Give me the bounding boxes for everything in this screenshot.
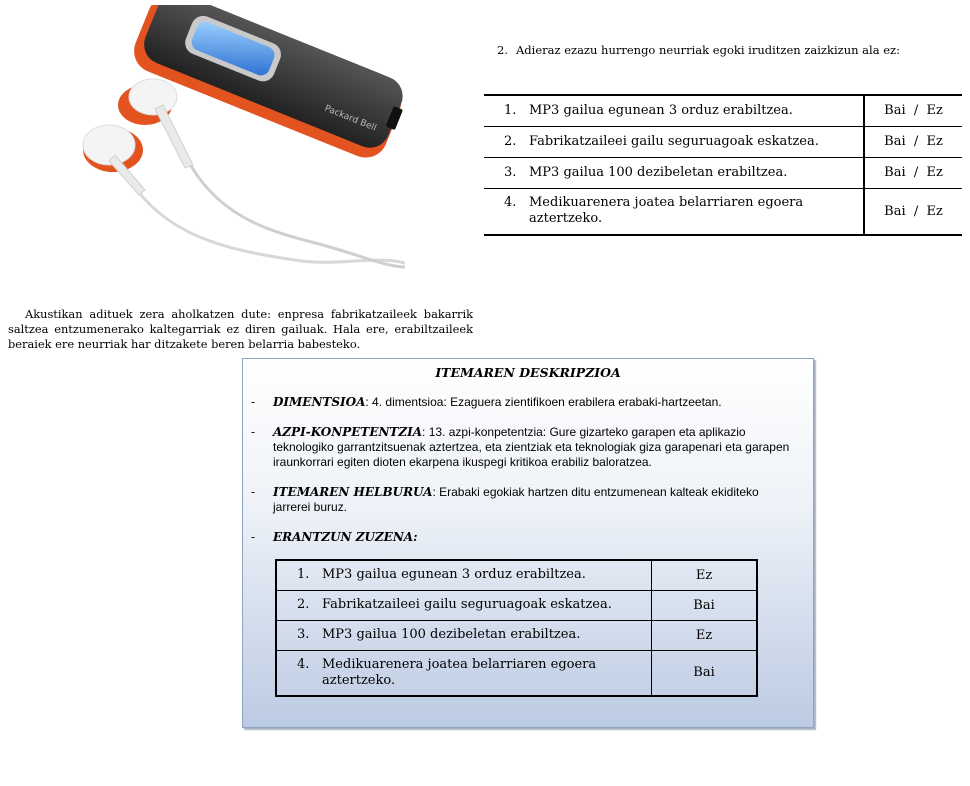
table-row — [484, 95, 962, 126]
answer-value: Bai — [652, 590, 758, 620]
table-row — [276, 620, 757, 650]
item-description-box — [242, 358, 814, 728]
subcompetence-text: : 13. azpi-konpetentzia: Gure gizarteko garapen eta aplikazio teknologiko garrantzitsuenak aztertzea, eta zientziak eta teknologiak giza garapenari eta garapen iraunkorrari egiten dioten ekarpena ikuspegi kritikoa erabiliz baloratzea. — [273, 425, 790, 469]
dimension-label: DIMENTSIOA — [273, 395, 366, 409]
table-row — [484, 126, 962, 157]
dimension-item: - DIMENTSIOA: 4. dimentsioa: Ezaguera zientifikoen erabilera erabaki-hartzeetan. — [251, 395, 722, 409]
row-statement: MP3 gailua egunean 3 orduz erabiltzea. — [529, 102, 793, 118]
answer-value: Ez — [652, 620, 758, 650]
bai-ez-option[interactable]: Bai / Ez — [864, 126, 962, 157]
table-row — [276, 560, 757, 590]
dimension-text: : 4. dimentsioa: Ezaguera zientifikoen erabilera erabaki-hartzeetan. — [365, 395, 722, 409]
question-table — [484, 94, 962, 236]
row-number: 1. — [504, 102, 517, 118]
goal-item: - ITEMAREN HELBURUA: Erabaki egokiak hartzen ditu entzumenean kalteak ekiditeko jarrerei buruz. — [251, 485, 759, 514]
answer-table — [275, 559, 758, 697]
row-number: 3. — [297, 627, 310, 642]
row-statement: Medikuarenera joatea belarriaren egoera aztertzeko. — [322, 656, 597, 688]
mp3-player-with-earphones-icon — [75, 5, 405, 270]
intro-paragraph: Akustikan adituek zera aholkatzen dute: enpresa fabrikatzaileek bakarrik saltzea entzumenerako kaltegarriak ez diren gailuak. Hala ere, erabiltzaileek beraiek ere neurriak har ditzakete beren belarria babesteko. — [8, 307, 473, 352]
row-statement: Fabrikatzaileei gailu seguruagoak eskatzea. — [322, 597, 612, 612]
row-number: 4. — [297, 656, 310, 672]
brand-label: Packard Bell — [322, 103, 378, 134]
row-statement: Fabrikatzaileei gailu seguruagoak eskatzea. — [529, 133, 819, 149]
table-row — [484, 188, 962, 235]
row-statement: Medikuarenera joatea belarriaren egoera aztertzeko. — [529, 195, 804, 227]
bai-ez-option[interactable]: Bai / Ez — [864, 188, 962, 235]
bai-ez-option[interactable]: Bai / Ez — [864, 95, 962, 126]
row-number: 2. — [297, 597, 310, 612]
subcompetence-item: - AZPI-KONPETENTZIA: 13. azpi-konpetentzia: Gure gizarteko garapen eta aplikazio teknologiko garrantzitsuenak aztertzea, eta zientziak eta teknologiak giza garapenari eta garapen iraunkorrari egiten dioten ekarpena ikuspegi kritikoa erabiliz baloratzea. — [251, 425, 790, 469]
row-statement: MP3 gailua 100 dezibeletan erabiltzea. — [322, 627, 581, 642]
bai-ez-option[interactable]: Bai / Ez — [864, 157, 962, 188]
row-number: 2. — [504, 133, 517, 149]
answer-value: Ez — [652, 560, 758, 590]
answer-label: ERANTZUN ZUZENA: — [273, 530, 418, 544]
answer-item: - ERANTZUN ZUZENA: — [251, 530, 418, 544]
row-number: 3. — [504, 164, 517, 180]
answer-value: Bai — [652, 650, 758, 696]
goal-text: : Erabaki egokiak hartzen ditu entzumenean kalteak ekiditeko jarrerei buruz. — [273, 485, 759, 514]
table-row — [484, 157, 962, 188]
row-number: 1. — [297, 567, 310, 583]
goal-label: ITEMAREN HELBURUA — [273, 485, 433, 499]
question-heading — [497, 43, 900, 57]
row-statement: MP3 gailua 100 dezibeletan erabiltzea. — [529, 164, 788, 180]
description-title: ITEMAREN DESKRIPZIOA — [435, 365, 621, 380]
question-number: 2. — [497, 43, 508, 57]
question-text: Adieraz ezazu hurrengo neurriak egoki iruditzen zaizkizun ala ez: — [515, 43, 900, 57]
table-row — [276, 650, 757, 696]
subcompetence-label: AZPI-KONPETENTZIA — [273, 425, 423, 439]
table-row — [276, 590, 757, 620]
row-statement: MP3 gailua egunean 3 orduz erabiltzea. — [322, 567, 586, 583]
row-number: 4. — [504, 195, 517, 211]
